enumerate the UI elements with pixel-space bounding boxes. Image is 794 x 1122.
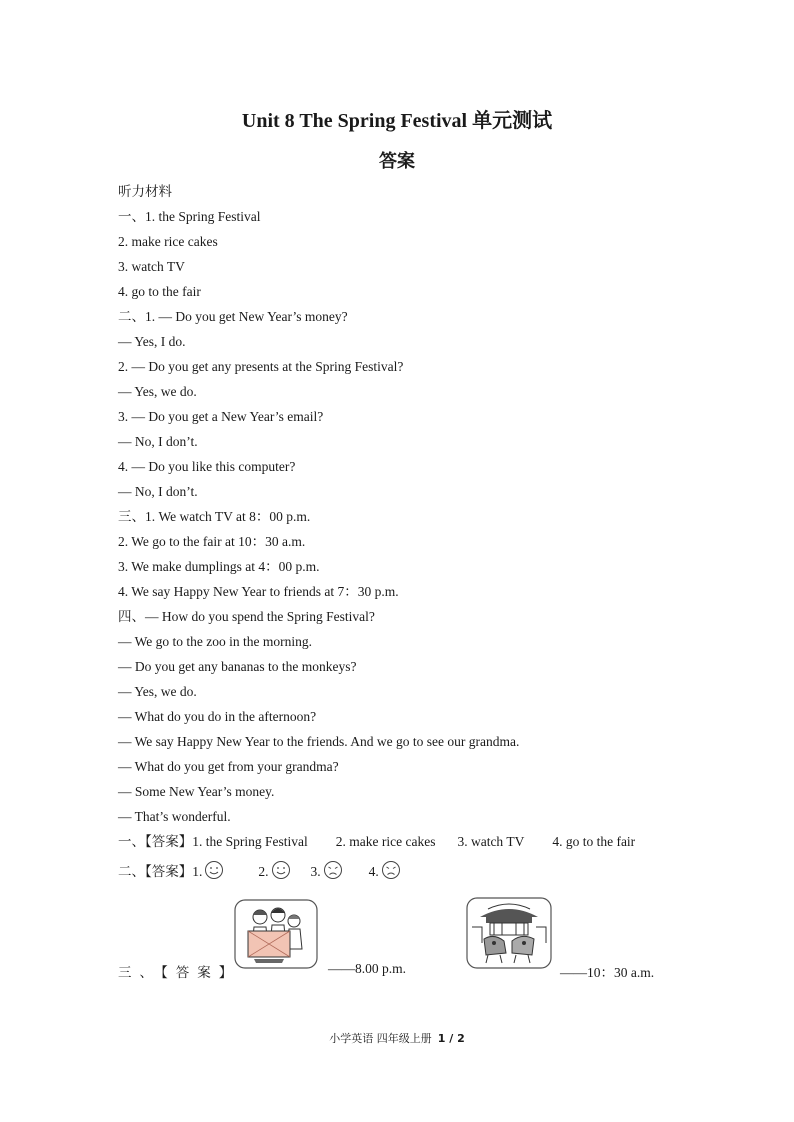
text-line: 4. We say Happy New Year to friends at 7：30 p.m.: [118, 584, 399, 599]
temple-fair-lion-dance-illustration: [466, 897, 552, 969]
answer-number: 4.: [368, 864, 379, 879]
answer-section-3: [118, 897, 718, 980]
footer-text: 小学英语 四年级上册: [329, 1032, 432, 1045]
text-line: — Yes, we do.: [118, 684, 197, 699]
answer-section-2: [118, 857, 718, 891]
text-line: 4. — Do you like this computer?: [118, 459, 296, 474]
text-line: — Do you get any bananas to the monkeys?: [118, 659, 357, 674]
text-line: — Some New Year’s money.: [118, 784, 275, 799]
text-line: — Yes, we do.: [118, 384, 197, 399]
answer-prefix: 二、【答案】: [118, 864, 193, 879]
text-line: — What do you get from your grandma?: [118, 759, 339, 774]
text-line: — What do you do in the afternoon?: [118, 709, 317, 724]
text-line: 2. — Do you get any presents at the Spring Festival?: [118, 359, 404, 374]
text-line: — No, I don’t.: [118, 484, 198, 499]
smile-icon: [204, 860, 224, 891]
answer-item: 2. make rice cakes: [335, 834, 436, 849]
family-watching-tv-illustration: [234, 899, 318, 969]
text-line: 2. make rice cakes: [118, 234, 218, 249]
answer-item: 3. watch TV: [457, 834, 525, 849]
listening-material: [118, 182, 718, 832]
text-line: 2. We go to the fair at 10：30 a.m.: [118, 534, 306, 549]
text-line: 三、1. We watch TV at 8：00 p.m.: [118, 509, 311, 524]
text-line: 3. — Do you get a New Year’s email?: [118, 409, 324, 424]
answer-time: ——10：30 a.m.: [560, 965, 655, 980]
page-subtitle: 答案: [379, 151, 415, 171]
frown-icon: [381, 860, 401, 891]
text-line: 听力材料: [118, 184, 172, 199]
answer-item: 1. the Spring Festival: [192, 834, 308, 849]
page-title: Unit 8 The Spring Festival 单元测试: [241, 110, 553, 132]
text-line: 3. watch TV: [118, 259, 185, 274]
text-line: — That’s wonderful.: [118, 809, 231, 824]
answer-number: 3.: [310, 864, 321, 879]
text-line: — No, I don’t.: [118, 434, 198, 449]
text-line: 一、1. the Spring Festival: [118, 209, 261, 224]
text-line: — Yes, I do.: [118, 334, 186, 349]
text-line: 四、— How do you spend the Spring Festival?: [118, 609, 375, 624]
text-line: — We go to the zoo in the morning.: [118, 634, 313, 649]
answer-section-1: [118, 832, 718, 857]
page-footer: [0, 1030, 794, 1046]
smile-icon: [271, 860, 291, 891]
answer-item: 4. go to the fair: [552, 834, 636, 849]
answer-content: [118, 182, 718, 891]
answer-prefix: 三、【答案】: [118, 965, 241, 980]
answer-number: 2.: [258, 864, 269, 879]
frown-icon: [323, 860, 343, 891]
text-line: — We say Happy New Year to the friends. And we go to see our grandma.: [118, 734, 520, 749]
page-number: 1 / 2: [437, 1032, 465, 1045]
text-line: 二、1. — Do you get New Year’s money?: [118, 309, 348, 324]
answer-number: 1.: [192, 864, 203, 879]
text-line: 4. go to the fair: [118, 284, 201, 299]
answer-time: ——8.00 p.m.: [328, 961, 407, 976]
text-line: 3. We make dumplings at 4：00 p.m.: [118, 559, 320, 574]
answer-prefix: 一、【答案】: [118, 834, 193, 849]
